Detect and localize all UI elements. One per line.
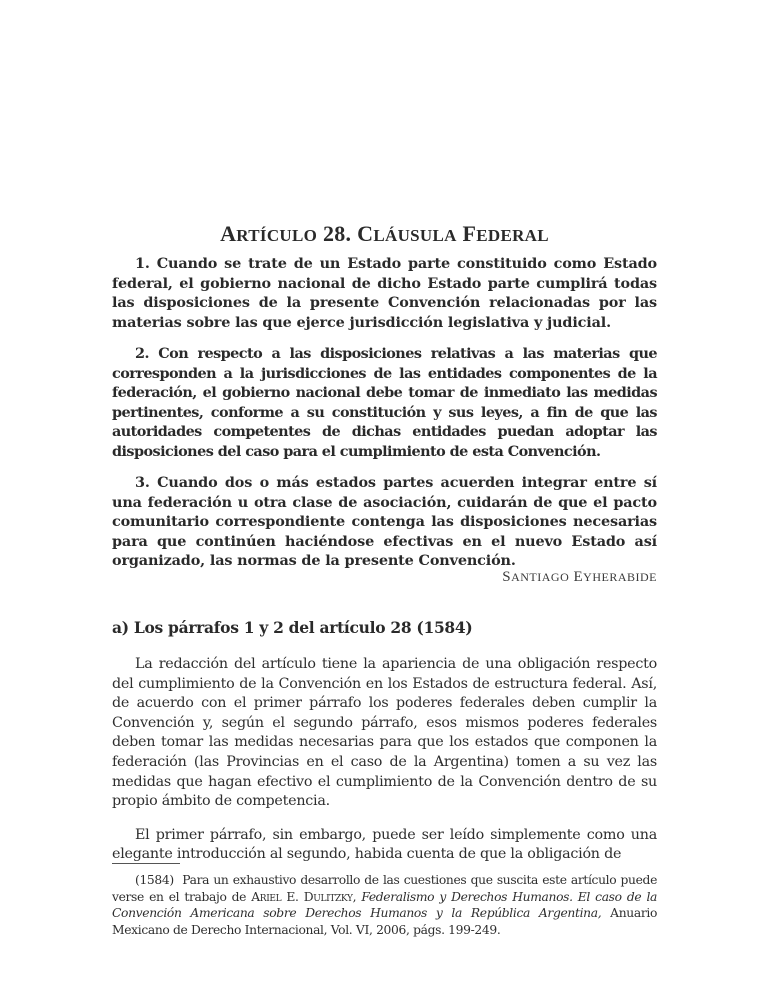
article-provisions [112, 254, 657, 583]
footnote-lead-text: Para un exhaustivo desarrollo de las cuestiones que suscita este artículo puede verse en el trabajo de [112, 873, 657, 904]
author-letter: S [502, 569, 512, 585]
author-smallcaps: YHERABIDE [583, 570, 657, 584]
footnote-publication: Anuario Mexicano de Derecho Internacional, Vol. VI, 2006, págs. 199-249. [112, 906, 657, 938]
footnote-separator: , [352, 889, 362, 904]
title-smallcaps: RTÍCULO [236, 226, 318, 245]
footnote-marker: (1584) [135, 873, 174, 887]
author-letter: E [569, 569, 584, 585]
provision-3: 3. Cuando dos o más estados partes acuerden integrar entre sí una federación u otra clase de asociación, cuidarán de que el pacto comunitario correspondiente contenga las disposiciones necesarias para que continúen haciéndose efectivas en el nuevo Estado así organizado, las normas de la presente Convención. [112, 474, 657, 569]
footnote-cited-title: Federalismo y Derechos Humanos. El caso de la Convención Americana sobre Derechos Humanos y la República Argentina, [112, 889, 658, 921]
section-heading: a) Los párrafos 1 y 2 del artículo 28 (1584) [112, 618, 473, 637]
title-letter: F [456, 221, 477, 246]
author-smallcaps: ANTIAGO [511, 570, 570, 584]
footnote-1584 [112, 872, 657, 939]
body-paragraph: El primer párrafo, sin embargo, puede ser leído simplemente como una elegante introducción al segundo, habida cuenta de que la obligación de [112, 826, 657, 863]
title-letter: A [220, 221, 237, 246]
provision-1: 1. Cuando se trate de un Estado parte constituido como Estado federal, el gobierno nacional de dicho Estado parte cumplirá todas las disposiciones de la presente Convención relacionadas por las materias sobre las que ejerce jurisdicción legislativa y judicial. [112, 255, 657, 331]
commentary-body [112, 655, 657, 879]
commentary-author [502, 569, 657, 586]
provision-2: 2. Con respecto a las disposiciones relativas a las materias que corresponden a la jurisdicciones de las entidades componentes de la federación, el gobierno nacional debe tomar de inmediato las medidas pertinentes, conforme a su constitución y sus leyes, a fin de que las autoridades competentes de dichas entidades puedan adoptar las disposiciones del caso para el cumplimiento de esta Convención. [112, 345, 657, 460]
footnote-cited-author: Ariel E. Dulitzky [251, 889, 353, 904]
body-paragraph: La redacción del artículo tiene la apariencia de una obligación respecto del cumplimiento de la Convención en los Estados de estructura federal. Así, de acuerdo con el primer párrafo los poderes federales deben cumplir la Convención y, según el segundo párrafo, esos mismos poderes federales deben tomar las medidas necesarias para que los estados que componen la federación (las Provincias en el caso de la Argentina) tomen a su vez las medidas que hagan efectivo el cumplimiento de la Convención dentro de su propio ámbito de competencia. [112, 656, 657, 810]
footnote-divider [112, 863, 180, 864]
article-title [112, 221, 657, 249]
title-smallcaps: LÁUSULA [373, 226, 457, 245]
title-smallcaps: EDERAL [476, 226, 549, 245]
title-number: 28. C [317, 221, 374, 246]
